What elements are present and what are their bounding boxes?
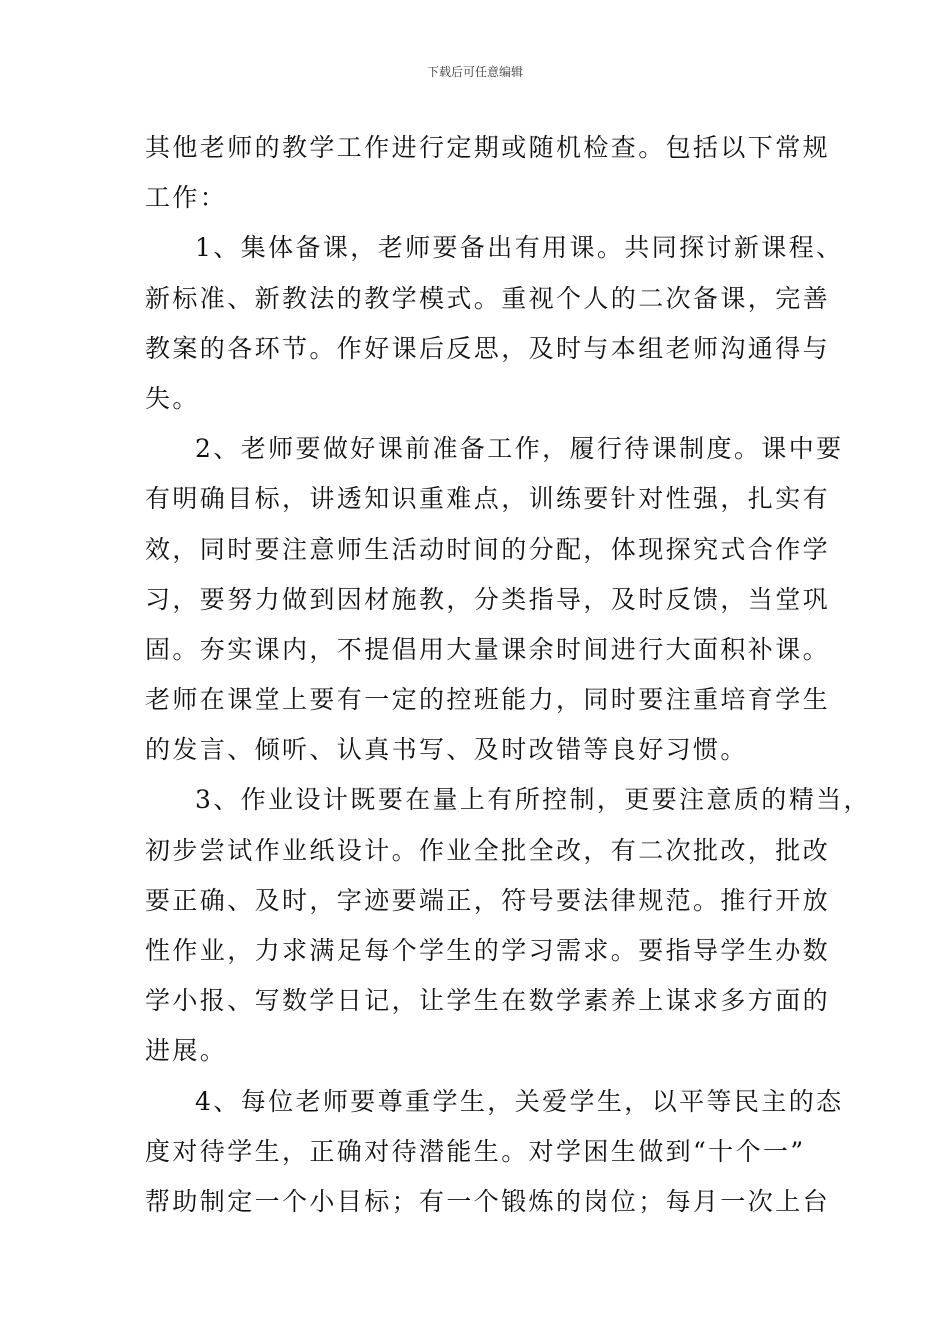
- paragraph-1-start: 1、集体备课，老师要备出有用课。共同探讨新课程、: [195, 233, 844, 263]
- text-line: 学小报、写数学日记，让学生在数学素养上谋求多方面的: [145, 986, 831, 1016]
- paragraph-3-start: 3、作业设计既要在量上有所控制，更要注意质的精当，: [195, 785, 871, 815]
- text-line: 度对待学生，正确对待潜能生。对学困生做到“十个一”: [145, 1136, 806, 1166]
- document-body: [145, 123, 871, 1227]
- text-line: 新标准、新教法的教学模式。重视个人的二次备课，完善: [145, 283, 831, 313]
- text-line: 要正确、及时，字迹要端正，符号要法律规范。推行开放: [145, 885, 831, 915]
- text-line: 教案的各环节。作好课后反思，及时与本组老师沟通得与: [145, 333, 831, 363]
- text-line: 有明确目标，讲透知识重难点，训练要针对性强，扎实有: [145, 484, 831, 514]
- text-line: 初步尝试作业纸设计。作业全批全改，有二次批改，批改: [145, 835, 831, 865]
- text-line: 性作业，力求满足每个学生的学习需求。要指导学生办数: [145, 936, 831, 965]
- text-line: 进展。: [145, 1036, 228, 1066]
- text-line: 固。夯实课内，不提倡用大量课余时间进行大面积补课。: [145, 634, 831, 664]
- text-line: 老师在课堂上要有一定的控班能力，同时要注重培育学生: [145, 685, 831, 715]
- text-line: 效，同时要注意师生活动时间的分配，体现探究式合作学: [145, 534, 831, 564]
- page-header: 下载后可任意编辑: [426, 65, 523, 79]
- text-line: 工作：: [145, 183, 228, 213]
- text-line: 习，要努力做到因材施教，分类指导，及时反馈，当堂巩: [145, 584, 831, 614]
- text-line: 的发言、倾听、认真书写、及时改错等良好习惯。: [145, 735, 748, 765]
- text-line: 帮助制定一个小目标；有一个锻炼的岗位；每月一次上台: [145, 1186, 831, 1216]
- text-line: 其他老师的教学工作进行定期或随机检查。包括以下常规: [145, 133, 831, 162]
- text-line: 失。: [145, 383, 200, 413]
- paragraph-4-start: 4、每位老师要尊重学生，关爱学生，以平等民主的态: [195, 1086, 844, 1116]
- paragraph-2-start: 2、老师要做好课前准备工作，履行待课制度。课中要: [195, 434, 844, 464]
